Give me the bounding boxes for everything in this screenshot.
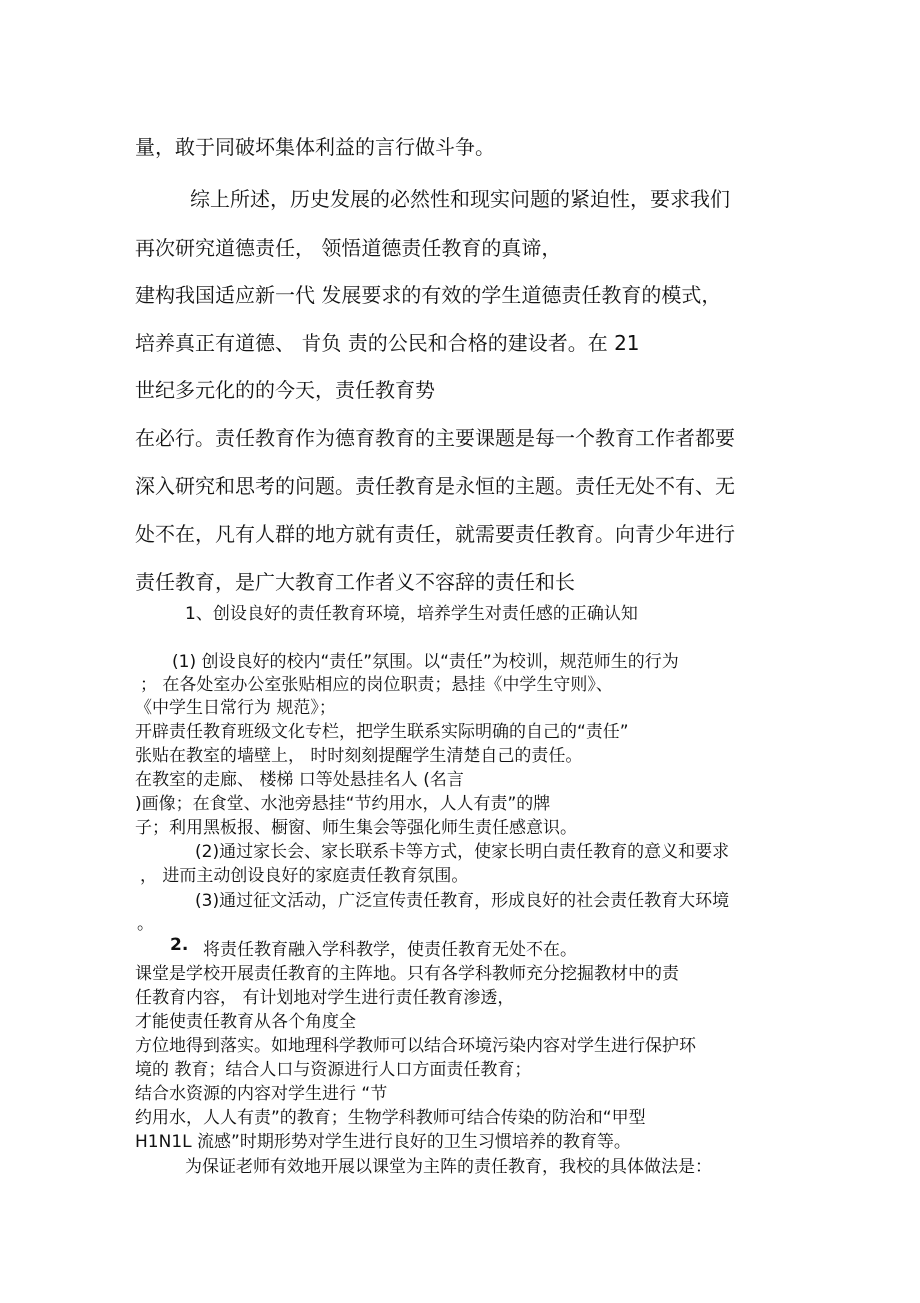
text-line: 。 [137, 914, 154, 934]
text-line: 再次研究道德责任， 领悟道德责任教育的真谛， [135, 236, 562, 260]
text-line: 在必行。责任教育作为德育教育的主要课题是每一个教育工作者都要 [135, 426, 735, 450]
text-line: 子；利用黑板报、橱窗、师生集会等强化师生责任感意识。 [135, 818, 577, 838]
text-line: 培养真正有道德、 肯负 责的公民和合格的建设者。在 21 [135, 331, 640, 355]
text-line: 深入研究和思考的问题。责任教育是永恒的主题。责任无处不有、无 [135, 474, 735, 498]
text-line: 世纪多元化的的今天，责任教育势 [135, 378, 435, 402]
text-line: 量，敢于同破坏集体利益的言行做斗争。 [135, 135, 495, 159]
text-line: 张贴在教室的墙壁上， 时时刻刻提醒学生清楚自己的责任。 [135, 746, 583, 766]
section-number: 2. [170, 935, 189, 955]
text-line: 综上所述，历史发展的必然性和现实问题的紧迫性，要求我们 [190, 187, 730, 211]
text-line: (2)通过家长会、家长联系卡等方式，使家长明白责任教育的意义和要求 [195, 842, 730, 862]
section-heading: 1、创设良好的责任教育环境，培养学生对责任感的正确认知 [185, 604, 638, 624]
text-line: 境的 教育；结合人口与资源进行人口方面责任教育； [135, 1060, 532, 1080]
text-line: 约用水，人人有责”的教育；生物学科教师可结合传染的防治和“甲型 [135, 1108, 646, 1128]
text-line: )画像；在食堂、水池旁悬挂“节约用水，人人有责”的牌 [135, 794, 551, 814]
text-line: 在教室的走廊、 楼梯 口等处悬挂名人 (名言 [135, 770, 464, 790]
text-line: ， 进而主动创设良好的家庭责任教育氛围。 [140, 866, 469, 886]
section-heading: 将责任教育融入学科教学，使责任教育无处不在。 [203, 940, 577, 960]
text-line: 课堂是学校开展责任教育的主阵地。只有各学科教师充分挖掘教材中的责 [135, 964, 679, 984]
text-line: 任教育内容， 有计划地对学生进行责任教育渗透， [135, 988, 515, 1008]
text-line: 为保证老师有效地开展以课堂为主阵的责任教育，我校的具体做法是： [185, 1157, 712, 1177]
text-line: H1N1L 流感”时期形势对学生进行良好的卫生习惯培养的教育等。 [135, 1132, 631, 1152]
text-line: (3)通过征文活动，广泛宣传责任教育，形成良好的社会责任教育大环境 [195, 891, 730, 911]
text-line: 结合水资源的内容对学生进行 “节 [135, 1084, 388, 1104]
text-line: 建构我国适应新一代 发展要求的有效的学生道德责任教育的模式， [135, 283, 722, 307]
text-line: ； 在各处室办公室张贴相应的岗位职责；悬挂《中学生守则》、 [140, 675, 613, 695]
text-line: 方位地得到落实。如地理科学教师可以结合环境污染内容对学生进行保护环 [135, 1036, 696, 1056]
text-line: 责任教育，是广大教育工作者义不容辞的责任和长 [135, 570, 575, 594]
text-line: 处不在，凡有人群的地方就有责任，就需要责任教育。向青少年进行 [135, 522, 735, 546]
text-line: 《中学生日常行为 规范》； [135, 698, 336, 718]
text-line: (1) 创设良好的校内“责任”氛围。以“责任”为校训，规范师生的行为 [172, 652, 679, 672]
text-line: 开辟责任教育班级文化专栏，把学生联系实际明确的自己的“责任” [135, 722, 629, 742]
text-line: 才能使责任教育从各个角度全 [135, 1012, 356, 1032]
